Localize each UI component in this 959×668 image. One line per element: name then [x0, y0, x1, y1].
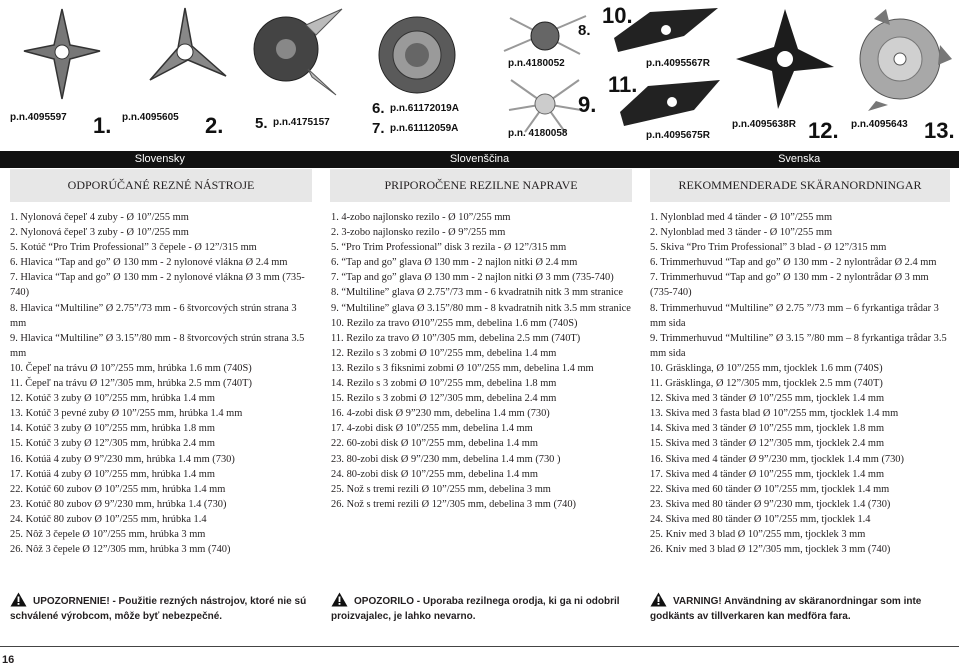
list-item: 15. Rezilo s 3 zobmi Ø 12”/305 mm, debelina 2.4 mm: [331, 393, 557, 405]
part-number-6: p.n.61172019A: [390, 103, 459, 114]
part-number-12: p.n.4095638R: [732, 119, 796, 130]
list-item: 1. Nylonblad med 4 tänder - Ø 10”/255 mm: [650, 212, 833, 223]
items-list-slovenian: [331, 210, 631, 512]
list-item: 2. Nylonblad med 3 tänder - Ø 10”/255 mm: [650, 227, 833, 239]
list-item: 6. Hlavica “Tap and go” Ø 130 mm - 2 nylonové vlákna Ø 2.4 mm: [10, 257, 288, 269]
part-number-5: p.n.4175157: [273, 117, 330, 128]
warning-triangle-icon: [650, 592, 667, 607]
list-item: 5. Skiva “Pro Trim Professional” 3 blad - Ø 12”/315 mm: [650, 242, 887, 254]
list-item: 6. “Tap and go” glava Ø 130 mm - 2 najlon nitki Ø 2.4 mm: [331, 257, 578, 269]
part-number-1: p.n.4095597: [10, 112, 67, 123]
list-item: 12. Skiva med 3 tänder Ø 10”/255 mm, tjocklek 1.4 mm: [650, 393, 885, 405]
items-list-slovak: [10, 210, 310, 557]
list-item: 14. Skiva med 3 tänder Ø 10”/255 mm, tjocklek 1.8 mm: [650, 423, 885, 435]
list-item: 2. 3-zobo najlonsko rezilo - Ø 9”/255 mm: [331, 227, 506, 239]
part-number-10: p.n.4095567R: [646, 58, 710, 69]
section-title-slovenian: PRIPOROČENE REZILNE NAPRAVE: [330, 169, 632, 202]
grass-blade-11-image: [614, 74, 724, 130]
list-item: 23. 80-zobi disk Ø 9”/230 mm, debelina 1.4 mm (730 ): [331, 453, 561, 465]
item-number-10: 10.: [602, 3, 633, 28]
list-item: 10. Čepeľ na trávu Ø 10”/255 mm, hrúbka 1.6 mm (740S): [10, 362, 252, 374]
list-item: 16. 4-zobi disk Ø 9”230 mm, debelina 1.4 mm (730): [331, 408, 550, 420]
list-item: 6. Trimmerhuvud “Tap and go” Ø 130 mm - 2 nylontrådar Ø 2.4 mm: [650, 257, 937, 269]
language-label-slovenian: Slovenščina: [449, 153, 510, 165]
list-item: 5. Kotúč “Pro Trim Professional” 3 čepele - Ø 12”/315 mm: [10, 242, 257, 254]
item-number-7: 7.: [372, 120, 385, 137]
list-item: 26. Nôž 3 čepele Ø 12”/305 mm, hrúbka 3 mm (740): [10, 544, 231, 556]
page-number: 16: [2, 654, 15, 666]
list-item: 15. Skiva med 3 tänder Ø 12”/305 mm, tjocklek 2.4 mm: [650, 438, 885, 450]
list-item: 10. Rezilo za travo Ø10”/255 mm, debelina 1.6 mm (740S): [331, 317, 578, 329]
list-item: 14. Rezilo s 3 zobmi Ø 10”/255 mm, debelina 1.8 mm: [331, 378, 557, 390]
tap-and-go-head-image: [372, 10, 462, 100]
list-item: 14. Kotúč 3 zuby Ø 10”/255 mm, hrúbka 1.8 mm: [10, 423, 215, 435]
item-number-6: 6.: [372, 100, 385, 117]
list-item: 7. Trimmerhuvud “Tap and go” Ø 130 mm - 2 nylontrådar Ø 3 mm (735-740): [650, 272, 929, 299]
list-item: 16. Skiva med 4 tänder Ø 9”/230 mm, tjocklek 1.4 mm (730): [650, 453, 904, 465]
warning-triangle-icon: [10, 592, 27, 607]
language-header-bar: [0, 151, 959, 168]
list-item: 22. 60-zobi disk Ø 10”/255 mm, debelina 1.4 mm: [331, 438, 538, 450]
list-item: 9. “Multiline” glava Ø 3.15”/80 mm - 8 kvadratnih nitk 3.5 mm stranice: [331, 302, 631, 314]
item-number-9: 9.: [578, 92, 597, 117]
part-number-8: p.n.4180052: [508, 58, 565, 69]
list-item: 22. Kotúč 60 zubov Ø 10”/255 mm, hrúbka 1.4 mm: [10, 483, 226, 495]
section-title-slovak: ODPORÚČANÉ REZNÉ NÁSTROJE: [10, 169, 312, 202]
warning-slovak: [10, 592, 310, 624]
section-title-swedish: REKOMMENDERADE SKÄRANORDNINGAR: [650, 169, 950, 202]
warning-swedish: [650, 592, 950, 624]
list-item: 16. Kotúä 4 zuby Ø 9”/230 mm, hrúbka 1.4 mm (730): [10, 453, 235, 465]
list-item: 13. Rezilo s 3 fiksnimi zobmi Ø 10”/255 mm, debelina 1.4 mm: [331, 362, 594, 374]
grass-blade-10-image: [610, 4, 720, 58]
section-title-row: [0, 169, 959, 202]
part-number-7: p.n.61112059A: [390, 123, 459, 134]
list-item: 23. Skiva med 80 tänder Ø 9”/230 mm, tjocklek 1.4 (730): [650, 498, 891, 510]
list-item: 10. Gräsklinga, Ø 10”/255 mm, tjocklek 1.6 mm (740S): [650, 362, 883, 374]
warning-label: UPOZORNENIE!: [33, 596, 110, 607]
multiline-head-6-image: [500, 6, 590, 61]
list-item: 9. Hlavica “Multiline” Ø 3.15”/80 mm - 8 štvorcových strún strana 3.5 mm: [10, 332, 305, 359]
warning-text: Användning av skäranordningar som inte godkänts av tillverkaren kan medföra fara.: [650, 596, 922, 622]
list-item: 13. Skiva med 3 fasta blad Ø 10”/255 mm, tjocklek 1.4 mm: [650, 408, 899, 420]
list-item: 25. Kniv med 3 blad Ø 10”/255 mm, tjocklek 3 mm: [650, 528, 866, 540]
list-item: 26. Nož s tremi rezili Ø 12”/305 mm, debelina 3 mm (740): [331, 498, 576, 510]
item-number-2: 2.: [205, 113, 224, 138]
item-number-12: 12.: [808, 118, 839, 143]
list-item: 11. Čepeľ na trávu Ø 12”/305 mm, hrúbka 2.5 mm (740T): [10, 378, 252, 390]
part-number-9: p.n. 4180058: [508, 128, 568, 139]
list-item: 8. Trimmerhuvud “Multiline” Ø 2.75 ”/73 mm – 6 fyrkantiga trådar 3 mm sida: [650, 302, 939, 329]
list-item: 1. 4-zobo najlonsko rezilo - Ø 10”/255 mm: [331, 212, 511, 223]
four-tooth-nylon-blade-image: [22, 5, 102, 103]
item-number-8: 8.: [578, 22, 591, 39]
part-number-2: p.n.4095605: [122, 112, 179, 123]
list-item: 24. 80-zobi disk Ø 10”/255 mm, debelina 1.4 mm: [331, 468, 538, 480]
warning-label: VARNING!: [673, 596, 722, 607]
item-number-5: 5.: [255, 115, 268, 132]
list-item: 8. Hlavica “Multiline” Ø 2.75”/73 mm - 6 štvorcových strún strana 3 mm: [10, 302, 297, 329]
pro-trim-disk-image: [246, 5, 346, 100]
list-item: 2. Nylonová čepeľ 3 zuby - Ø 10”/255 mm: [10, 227, 189, 239]
list-item: 1. Nylonová čepeľ 4 zuby - Ø 10”/255 mm: [10, 212, 189, 223]
list-item: 7. Hlavica “Tap and go” Ø 130 mm - 2 nylonové vlákna Ø 3 mm (735-740): [10, 272, 305, 299]
list-item: 13. Kotúč 3 pevné zuby Ø 10”/255 mm, hrúbka 1.4 mm: [10, 408, 243, 420]
list-item: 11. Gräsklinga, Ø 12”/305 mm, tjocklek 2.5 mm (740T): [650, 378, 883, 390]
list-item: 7. “Tap and go” glava Ø 130 mm - 2 najlon nitki Ø 3 mm (735-740): [331, 272, 614, 284]
items-list-swedish: [650, 210, 950, 557]
warning-text: - Uporaba rezilnega orodja, ki ga ni odobril proizvajalec, je lahko nevarno.: [331, 596, 620, 622]
warning-slovenian: [331, 592, 631, 624]
list-item: 15. Kotúč 3 zuby Ø 12”/305 mm, hrúbka 2.4 mm: [10, 438, 215, 450]
warning-text: - Použitie rezných nástrojov, ktoré nie sú schválené výrobcom, môže byť nebezpečné.: [10, 596, 307, 622]
list-item: 5. “Pro Trim Professional” disk 3 rezila - Ø 12”/315 mm: [331, 242, 567, 254]
list-item: 8. “Multiline” glava Ø 2.75”/73 mm - 6 kvadratnih nitk 3 mm stranice: [331, 287, 624, 299]
list-item: 17. 4-zobi disk Ø 10”/255 mm, debelina 1.4 mm: [331, 423, 533, 435]
three-tooth-nylon-blade-image: [140, 4, 230, 102]
item-number-11: 11.: [608, 72, 638, 97]
three-tooth-disk-image: [732, 5, 838, 113]
list-item: 12. Kotúč 3 zuby Ø 10”/255 mm, hrúbka 1.4 mm: [10, 393, 215, 405]
list-item: 17. Kotúä 4 zuby Ø 10”/255 mm, hrúbka 1.4 mm: [10, 468, 215, 480]
list-item: 11. Rezilo za travo Ø 10”/305 mm, debelina 2.5 mm (740T): [331, 332, 581, 344]
item-number-13: 13.: [924, 118, 955, 143]
fixed-tooth-disk-image: [846, 5, 954, 113]
list-item: 24. Kotúč 80 zubov Ø 10”/255 mm, hrúbka 1.4: [10, 513, 207, 525]
warning-triangle-icon: [331, 592, 348, 607]
list-item: 22. Skiva med 60 tänder Ø 10”/255 mm, tjocklek 1.4 mm: [650, 483, 890, 495]
list-item: 9. Trimmerhuvud “Multiline” Ø 3.15 ”/80 mm – 8 fyrkantiga trådar 3.5 mm sida: [650, 332, 947, 359]
list-item: 17. Skiva med 4 tänder Ø 10”/255 mm, tjocklek 1.4 mm: [650, 468, 885, 480]
list-item: 12. Rezilo s 3 zobmi Ø 10”/255 mm, debelina 1.4 mm: [331, 347, 557, 359]
list-item: 25. Nož s tremi rezili Ø 10”/255 mm, debelina 3 mm: [331, 483, 551, 495]
list-item: 23. Kotúč 80 zubov Ø 9”/230 mm, hrúbka 1.4 (730): [10, 498, 227, 510]
footer-divider: [0, 646, 959, 647]
language-label-swedish: Svenska: [778, 153, 821, 165]
multiline-head-8-image: [505, 74, 585, 134]
list-item: 26. Kniv med 3 blad Ø 12”/305 mm, tjocklek 3 mm (740): [650, 544, 891, 556]
part-number-13: p.n.4095643: [851, 119, 908, 130]
part-number-11: p.n.4095675R: [646, 130, 710, 141]
product-image-strip: [0, 0, 959, 145]
list-item: 25. Nôž 3 čepele Ø 10”/255 mm, hrúbka 3 mm: [10, 528, 206, 540]
warning-label: OPOZORILO: [354, 596, 414, 607]
list-item: 24. Skiva med 80 tänder Ø 10”/255 mm, tjocklek 1.4: [650, 513, 871, 525]
language-label-slovak: Slovensky: [134, 153, 185, 165]
item-number-1: 1.: [93, 113, 112, 138]
